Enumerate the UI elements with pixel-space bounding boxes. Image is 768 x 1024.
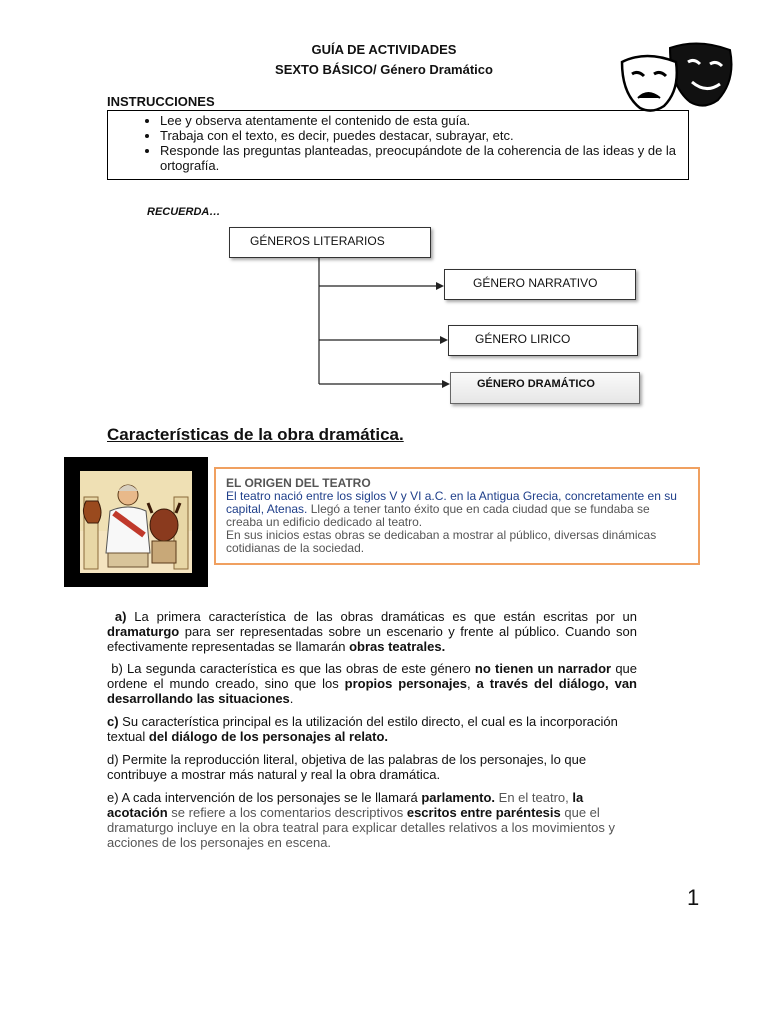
instruction-item: • Responde las preguntas planteadas, preocupándote de la coherencia de las ideas y de la ortografía.	[160, 143, 688, 173]
paragraph-b: b) La segunda característica es que las obras de este género no tienen un narrador que ordene el mundo creado, sino que los propios personajes, a través del diálogo, van desarrollando las situaciones.	[107, 661, 638, 706]
paragraph-a: a) La primera característica de las obras dramáticas es que están escritas por un dramaturgo para ser representadas sobre un escenario y frente al público. Cuando son efectivamente representadas se llamarán obras teatrales.	[107, 609, 637, 654]
origin-of-theatre-box	[214, 467, 700, 565]
origin-heading: EL ORIGEN DEL TEATRO	[226, 476, 371, 490]
greek-theatre-illustration	[64, 457, 208, 587]
instruction-item: • Trabaja con el texto, es decir, puedes destacar, subrayar, etc.	[160, 128, 688, 143]
diagram-root-box: GÉNEROS LITERARIOS	[229, 227, 431, 258]
page-number: 1	[687, 885, 700, 910]
recuerda-label: RECUERDA…	[147, 206, 221, 218]
origin-text: El teatro nació entre los siglos V y VI a.C. en la Antigua Grecia, concretamente en su capital, Atenas. Llegó a tener tanto éxito que en cada ciudad que se fundaba se creaba un edificio dedicado al teatro.	[226, 489, 677, 529]
section-title: Características de la obra dramática.	[107, 425, 404, 444]
document-subtitle: SEXTO BÁSICO/ Género Dramático	[275, 62, 493, 77]
diagram-child-lirico: GÉNERO LIRICO	[448, 325, 638, 356]
diagram-connectors	[0, 0, 768, 420]
instructions-heading: INSTRUCCIONES	[107, 94, 215, 109]
paragraph-d: d) Permite la reproducción literal, objetiva de las palabras de los personajes, lo que contribuye a mostrar más natural y real la obra dramática.	[107, 752, 587, 782]
origin-text-2: En sus inicios estas obras se dedicaban a mostrar al público, diversas dinámicas cotidianas de la sociedad.	[226, 528, 657, 555]
paragraph-e: e) A cada intervención de los personajes se le llamará parlamento. En el teatro, la acotación se refiere a los comentarios descriptivos escritos entre paréntesis que el dramaturgo incluye en la obra teatral para explicar detalles relativos a los movimientos y acciones de los personajes en escena.	[107, 790, 615, 850]
paragraph-c: c) Su característica principal es la utilización del estilo directo, el cual es la incorporación textual del diálogo de los personajes al relato.	[107, 714, 618, 744]
diagram-child-dramatico: GÉNERO DRAMÁTICO	[450, 372, 640, 404]
diagram-child-narrativo: GÉNERO NARRATIVO	[444, 269, 636, 300]
document-title: GUÍA DE ACTIVIDADES	[311, 42, 457, 57]
instruction-item: • Lee y observa atentamente el contenido de esta guía.	[160, 113, 688, 128]
